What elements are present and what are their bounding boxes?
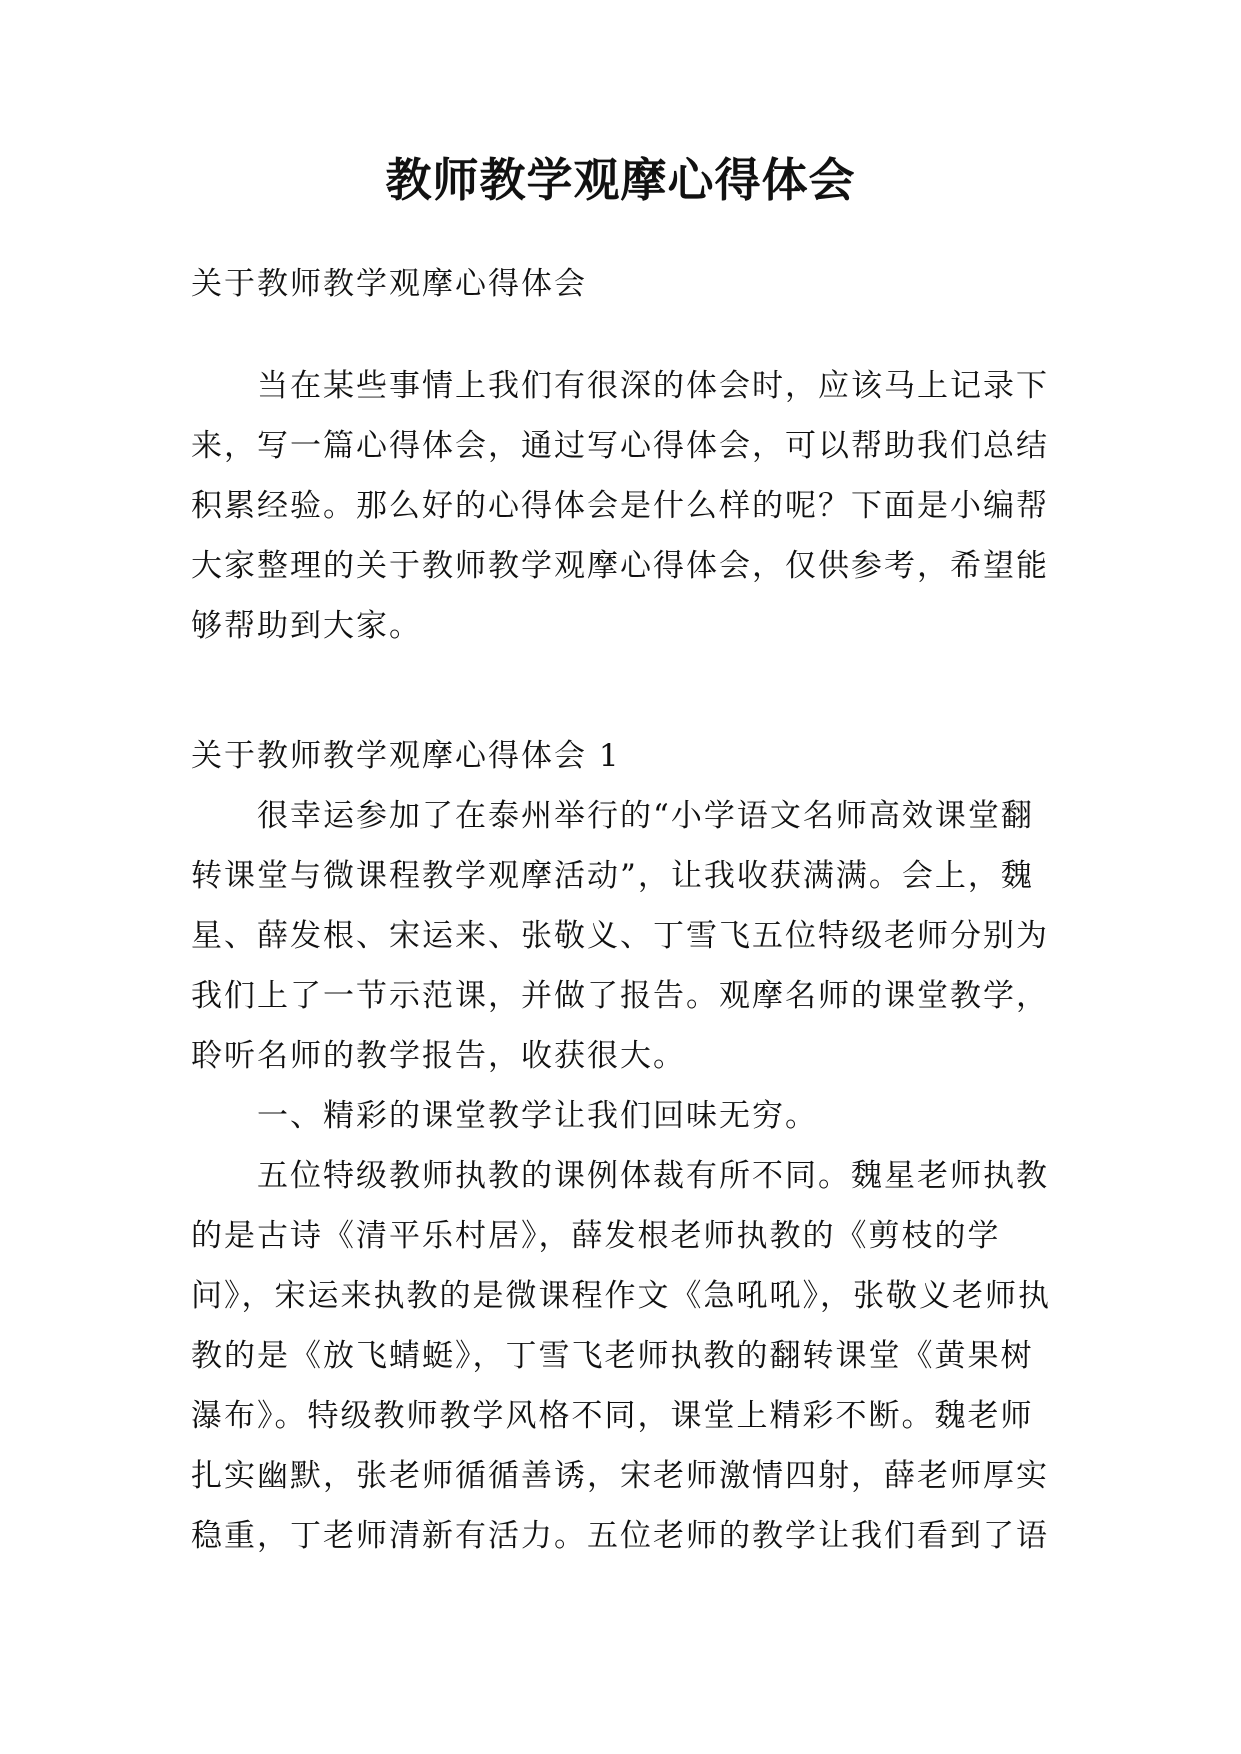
subtitle-line: 关于教师教学观摩心得体会 [191, 266, 587, 302]
section1-para2-line: 扎实幽默，张老师循循善诱，宋老师激情四射，薛老师厚实 [191, 1458, 1049, 1494]
intro-line: 当在某些事情上我们有很深的体会时，应该马上记录下 [257, 368, 1049, 404]
section1-para2-line: 瀑布》。特级教师教学风格不同，课堂上精彩不断。魏老师 [191, 1398, 1034, 1434]
section1-point1: 一、精彩的课堂教学让我们回味无穷。 [257, 1098, 818, 1134]
section1-para2-line: 教的是《放飞蜻蜓》，丁雪飞老师执教的翻转课堂《黄果树 [191, 1338, 1034, 1374]
intro-line: 来，写一篇心得体会，通过写心得体会，可以帮助我们总结 [191, 428, 1049, 464]
document-subtitle [191, 254, 1071, 314]
section1-para2-line: 问》，宋运来执教的是微课程作文《急吼吼》，张敬义老师执 [191, 1278, 1051, 1314]
section1-heading: 关于教师教学观摩心得体会 1 [191, 738, 621, 774]
intro-line: 积累经验。那么好的心得体会是什么样的呢？下面是小编帮 [191, 488, 1049, 524]
section1-para2-line: 稳重，丁老师清新有活力。五位老师的教学让我们看到了语 [191, 1518, 1049, 1554]
section1-para1-line: 星、薛发根、宋运来、张敬义、丁雪飞五位特级老师分别为 [191, 918, 1049, 954]
section1-para1-line: 聆听名师的教学报告，收获很大。 [191, 1038, 686, 1074]
section1-para2-line: 五位特级教师执教的课例体裁有所不同。魏星老师执教 [257, 1158, 1049, 1194]
section1-block [191, 726, 1071, 1566]
section1-para1-line: 我们上了一节示范课，并做了报告。观摩名师的课堂教学， [191, 978, 1049, 1014]
intro-line: 够帮助到大家。 [191, 608, 422, 644]
section1-para1-line: 转课堂与微课程教学观摩活动”，让我收获满满。会上，魏 [191, 858, 1034, 894]
section1-para1-line: 很幸运参加了在泰州举行的“小学语文名师高效课堂翻 [257, 798, 1034, 834]
intro-line: 大家整理的关于教师教学观摩心得体会，仅供参考，希望能 [191, 548, 1049, 584]
section1-para2-line: 的是古诗《清平乐村居》，薛发根老师执教的《剪枝的学 [191, 1218, 1001, 1254]
document-title: 教师教学观摩心得体会 [385, 153, 856, 207]
intro-paragraph [191, 356, 1071, 656]
